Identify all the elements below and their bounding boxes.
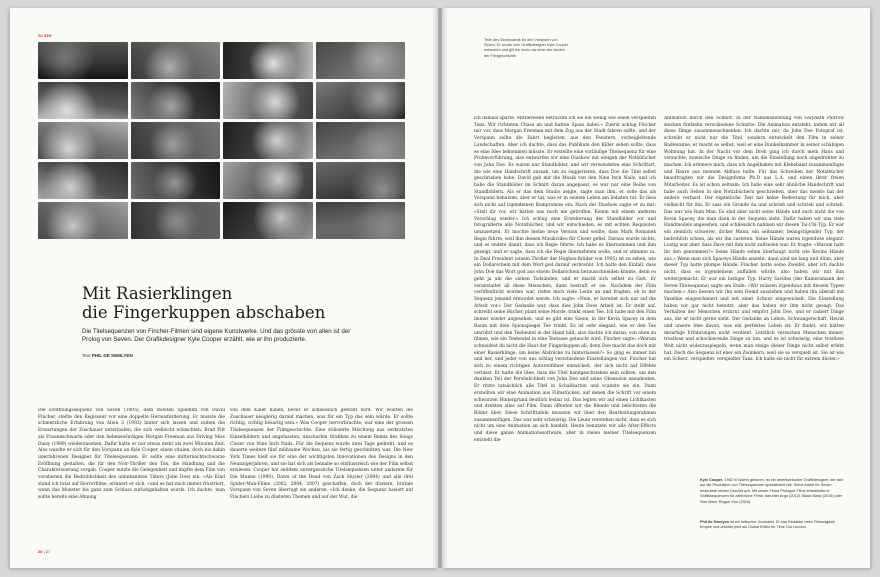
- storyboard-frame: [38, 42, 128, 79]
- body-text: Animation durch den Schnitt. In der Namensnennung von Gwyneth Paltrow stecken fünfzehn verschiedene Schnitte. Die Animation entsteht, indem wir all diese Dinge zusammenschneiden. Ich dachte mir, da John Doe Fotograf ist, schreibt er nicht nur die Titel, sondern entwickelt den Film in seiner Badewanne, er macht es selbst, weil er eine Dunkelkammer in seiner schäbigen Wohnung hat. In der Nacht vor dem Dreh ging ich durch mein Haus und versuchte, komische Dinge zu finden, um die Einstellung noch abgedrehter zu machen. Ich erinnere mich, dass ich Angelhaken mit Klebeband zusammenfügte und Haare aus meinem Abfluss holte. Für das Schreiben der Notizbücher beauftragten wir die Designfirma Ph.D aus L.A. und einen ihrer freien Mitarbeiter. Es ist schon seltsam: Ich habe eine sehr ähnliche Handschrift und habe auch Seiten in den Notizbüchern geschrieben, aber das meiste hat der andere verfasst. Der eigentliche Text hat keine Bedeutung für mich, aber vielleicht für ihn. Er sass ein Grunde da und schrieb und schrieb und schrieb. Das war wie Rain Man. Es sind aber nicht seine Hände und auch nicht die von Kevin Spacey, die man dann in der Sequenz sieht. Dafür haben wir uns viele Handmodels angesehen, und schliesslich nahmen wir diesen Tai-Chi-Typ. Er war ein ziemlich schwerer, dicker Mann, ein seltsamer, beängstigender Typ, der bedrohlich schien, als wir ihn casteten. Seine Hände waren irgendwie elegant. Lustig war aber, dass Dave mit ihm nicht zufrieden war. Er fragte: «Warum habt ihr den genommen?» Seine Hände sehen überhaupt nicht wie Kevins Hände aus.» Wenn man sich Spaceys Hände ansieht, dann sind sie lang und dünn, aber dieser Typ hatte plumpe Hände. Fincher hatte seine Zweifel, aber ich dachte nicht, dass es irgendeinem auffallen würde, also haben wir mit ihm weitergemacht. Er war ein lustiger Typ. Harry Savides (der Kameramann der Seven-Titelsequenz) sagte am Ende: «Wir müssen irgendwas mit diesem Typen machen.» Also liessen wir ihn sein Hemd ausziehen und haben ihn überall mit Vaseline eingeschmiert und mit einer Schnur eingewickelt. Die Einstellung haben wir gar nicht benutzt, aber das haben wir ihm nicht gesagt. Das Verhalten der Menschen erzürnt und empört John Doe, und er radiert Dinge aus, die er nicht gerne sieht. Der Gedanke an Leben, Schwangerschaft, Heirat und unsere Idee davon, was ein perfektes Leben ist: Er findet, wir hätten derartige Erfahrungen nicht verdient. Letztlich versuchen Menschen immer, trostlose und schockierende Dinge zu tun, und es ist schwierig, eine trostlose Welt nicht widerzuspiegeln, wenn man einige dieser Dinge nicht selbst erlebt hat. Doch die Sequenz ist eher ein Zwinkern, weil sie so verspielt ist. Sie ist wie ein Scherz, verspielter, verspielter Tanz. Ich halte sie nicht für extrem düster.»: [664, 116, 844, 363]
- body-text: Die Eröffnungssequenz von Seven (1995), dem zweiten Spielfilm von David Fincher, stellte den Regisseur vor eine doppelte Herausforderung. Er musste die schmerzliche Erfahrung von Alien 3 (1992) hinter sich lassen und zudem die Erwartungen der Zuschauer unterlaufen, die sich vielleicht wünschten, Brad Pitt als Frauenschwarm oder den liebenswürdigen Morgan Freeman aus Driving Miss Daisy (1989) wiederzusehen. Dafür hatte er nur etwas mehr als zwei Minuten Zeit. Also wandte er sich für den Vorspann an Kyle Cooper, einen vitalen, doch bis dahin unerfahrenen Designer für Titelsequenzen. Er sollte eine mitternachtschwarze Eröffnung gestalten, die für den Noir-Thriller den Ton, die Handlung und die Charakterisierung vorgab. Cooper nutzte die Gelegenheit und impfte dem Film von vornherein die Bedrohlichkeit des unbekannten Täters (John Doe) ein. «Als Kind stand ich total auf Horrorfilme, erinnert er sich, «und es hat mich immer frustriert, wenn das Monster bis ganz zum Schluss zurückgehalten wurde. Ich dachte, man sollte bereits eine Ahnung: [38, 408, 225, 501]
- article-headline: [82, 284, 325, 322]
- storyboard-frame: [131, 122, 221, 159]
- byline: [82, 353, 133, 358]
- author-bio-semlyen: [700, 520, 845, 531]
- bio-text: ist ein britischer Journalist. Er war Redaktor beim Filmmagazin Empire und arbeitet jetzt als Global Editor für Time Out London.: [700, 520, 836, 530]
- left-page: [10, 8, 438, 568]
- bio-name: Phil de Semlyen: [700, 520, 730, 524]
- body-column-2: [230, 408, 413, 538]
- author-bio-cooper: [700, 478, 845, 505]
- article-lead: Die Titelsequenzen von Fincher-Filmen sind eigene Kunstwerke. Und das grösste von allen ist der Prolog von Seven. Der Grafikdesigner Kyle Cooper erzählt, wie er ihn produzierte.: [82, 328, 351, 343]
- byline-prefix: Text: [82, 353, 91, 358]
- body-column-1: [38, 408, 225, 538]
- folio-separator: |: [43, 549, 45, 554]
- bio-name: Kyle Cooper: [700, 478, 723, 482]
- page-number-right: 27: [45, 549, 51, 554]
- storyboard-frame: [316, 122, 406, 159]
- headline-line-2: die Fingerkuppen abschaben: [82, 303, 326, 322]
- headline-line-1: Mit Rasierklingen: [82, 284, 233, 303]
- storyboard-frame: [316, 42, 406, 79]
- body-text: ich damals spürte. Mittlerweile betrachte ich sie ein wenig wie einen verspielten Tanz. Wir richteten Chaos an und hatten Spass dabei.» Zuerst schlug Fincher mir vor, dass Morgan Freeman mit dem Zug aus der Stadt fahren sollte, und der Vorspann sollte die Fahrt begleiten, aus den Fenstern, vorbeigleitende Landschaften. Aber ich dachte, dass das Publikum den Killer sehen sollte, dass es eine Idee bekommen müsste. Er erstellte eine vorläufige Titelsequenz für eine Probevorführung, also entwarfen wir eine Diashow mit einigen der Notizbücher von John Doe. Es waren nur Standbilder, und wir verwendeten eine Schriftart, die wie eine Handschrift aussah, um zu suggerieren, dass Doe die Titel selbst geschrieben habe. David gab mir die Musik von den Nine Inch Nails, und ich habe die Standbilder im Schnitt daran angepasst, es war nur eine Reihe von Standbildern. Als er das dem Studio zeigte, sagte man ihm, er solle das als Vorspann benutzen, aber er tat, was er in seinem Leben am liebsten tut: Er liess sich nicht auf irgendeinen Kompromiss ein. Nach der Diashow sagte er zu mir: «Stell dir vor, wir hätten uns noch nie getroffen. Komm mit einem anderen Vorschlag wieder.» Ich schlug eine Erweiterung der Standbilder vor und fotografierte alle Notizbücher, und wir entschieden, es mit echten Requisiten umzusetzen. Er mochte meine neue Version und wollte, dass Mark Romanek Regie führte, weil ihm dessen Musikvideo für Closer gefiel. Daraus wurde nichts, und es endete damit, dass ich Regie führte. Ich habe es übernommen und ihm gezeigt, und er sagte, dass ich die Regie übernehmen wolle, und er stimmte zu. In Deal President (einem Thriller der Hughes-Brüder von 1995) ist zu sehen, wie ein Dollarschein mit dem Wort god darauf verbrennt. Ich hatte den Einfall, dass John Doe das Wort god aus einem Dollarschein herausschneiden könnte, denn es geht ja um die sieben Todsünden, und er macht sich selbst zu Gott. Er veranstaltet all diese Menschen, dann bestraft er sie. Nachdem der Film veröffentlicht worden war, riefen mich viele Leute an und fragten, ob in der Sequenz jemand ermordet werde. Ich sagte: «Nein, er bereitet sich nur auf die Arbeit vor.» Der Gedanke war, dass dies John Does Arbeit ist: Er steht auf, schreibt seine Bücher, plant seine Morde, trinkt einen Tee. Ich habe mir den Film immer wieder angesehen, und es gibt eine Szene, in der Kevin Spacey in dem Raum mit dem Spionspiegel Tee trinkt. Es ist sehr elegant, wie er den Tee umrührt und den Teebeutel in der Hand hält, also dachte ich daran, von oben zu filmen, wie ein Teebeutel in eine Teetasse getaucht wird. Fincher sagte: «Warum schneidest du nicht die Haut der Fingerkuppen ab, denn Doe macht das doch mit einer Rasierklinge, um keine Abdrücke zu hinterlassen?» So ging es immer hin und her, und jeder von uns schlug verschiedene Einstellungen vor. Fincher hat sich zu einem richtigen Autorenfilmer entwickelt, der sich nicht auf Effekte verlässt. Er hatte die Idee, dass die Titel handgeschrieben sein sollten, um den dunklen Teil der Persönlichkeit von John Doe und seine Obsession anzudeuten. Er ritzte tatsächlich alle Titel in Schabkarton und scannte sie ein. Dann erstellten wir eine Animation aus Filmstücken, auf denen die Schrift vor einem schwarzen Hintergrund deutlich lesbar ist. Das legten wir auf einen Lichtkasten und drehten alles auf Film. Dann öffneten wir die Blende und belichteten die Bilder über. Diese Schrifttafeln mussten wir über den Bearbeitungsrahmen zusammenfügen. Das war sehr schwierig. Die Leute verstehen nicht, dass es sich nicht um eine Animation an sich handelt. Heute benutzen wir alle After-Effects und diese ganze Animationssoftware, aber in vielen meiner Titelsequenzen entsteht die: [474, 116, 656, 443]
- storyboard-frame: [131, 82, 221, 119]
- storyboard-frame: [131, 162, 221, 199]
- storyboard-frame: [223, 82, 313, 119]
- image-caption: Teile des Storyboards für den Vorspann von Seven. Er wurde vom Grafikdesigner Kyle Cooper entworfen und gilt bis heute als einer der besten der Filmgeschichte.: [484, 38, 568, 58]
- storyboard-frame: [223, 162, 313, 199]
- folio: [38, 549, 50, 554]
- section-label: ZU SEH: [38, 34, 52, 38]
- page-number-left: 26: [38, 549, 43, 554]
- body-text: von dem Killer haben, bevor er schliesslich gestellt wird. Wir wollten die Zuschauer neugierig darauf machen, was für ein Typ das sein würde. Er sollte richtig, richtig bösartig sein.» Was Cooper hervorbrachte, war eine der grossen Titelsequenzen der Filmgeschichte. Eine stilisierte Mischung aus zerkratzten Einzelbildern und angefassten, unscharfen Grafiken zu einem Remix des Songs Closer von Nine Inch Nails. Für die Sequenz wurde zwei Tage gedreht, und es dauerte weitere fünf mühsame Wochen, bis sie fertig geschnitten war. Die New York Times hielt sie für eine der wichtigsten Innovationen des Designs in den Neunzigerjahren, und sie hat sich als beinahe so einflussreich wie der Film selbst erwiesen. Cooper hat seitdem unvergessliche Titelsequenzen unter anderem für Die Mumie (1999), Dawn of the Dead von Zack Snyder (2004) und alle drei Spider-Man-Filme (2002, 2004, 2007) geschaffen, doch der düstere, brutale Vorspann von Seven überragt sie anderen. «Ich denke, die Sequenz basiert auf Finchers Liebe zu düsteren Themen und auf der Wut, die: [230, 408, 413, 501]
- storyboard-frame: [316, 202, 406, 239]
- storyboard-frame: [38, 162, 128, 199]
- right-page: [442, 8, 870, 568]
- storyboard-frame: [223, 42, 313, 79]
- book-gutter: [432, 8, 448, 568]
- body-column-3: [474, 116, 656, 542]
- storyboard-frame: [38, 82, 128, 119]
- storyboard-frame: [223, 122, 313, 159]
- body-column-4: [664, 116, 844, 464]
- storyboard-frame: [131, 202, 221, 239]
- storyboard-frame: [316, 162, 406, 199]
- storyboard-frame: [223, 202, 313, 239]
- storyboard-frame: [38, 202, 128, 239]
- storyboard-image-grid: [38, 42, 405, 239]
- byline-author: PHIL DE SEMLYEN: [91, 353, 133, 358]
- bio-text: , 1962 in Salem geboren, ist ein amerikanischer Grafikdesigner, der sich auf die Produktion von Titelsequenzen spezialisiert hat. Seine Arbeit für Seven bedeutete seinen Durchbruch. Mit seiner Firma Prologue Films entwickelte er Grafiksequenzen für zahlreiche Filme, darunter Argo (2012), Black Mass (2015) oder Star Wars: Rogue One (2016).: [700, 478, 844, 504]
- storyboard-frame: [38, 122, 128, 159]
- storyboard-frame: [131, 42, 221, 79]
- storyboard-frame: [316, 82, 406, 119]
